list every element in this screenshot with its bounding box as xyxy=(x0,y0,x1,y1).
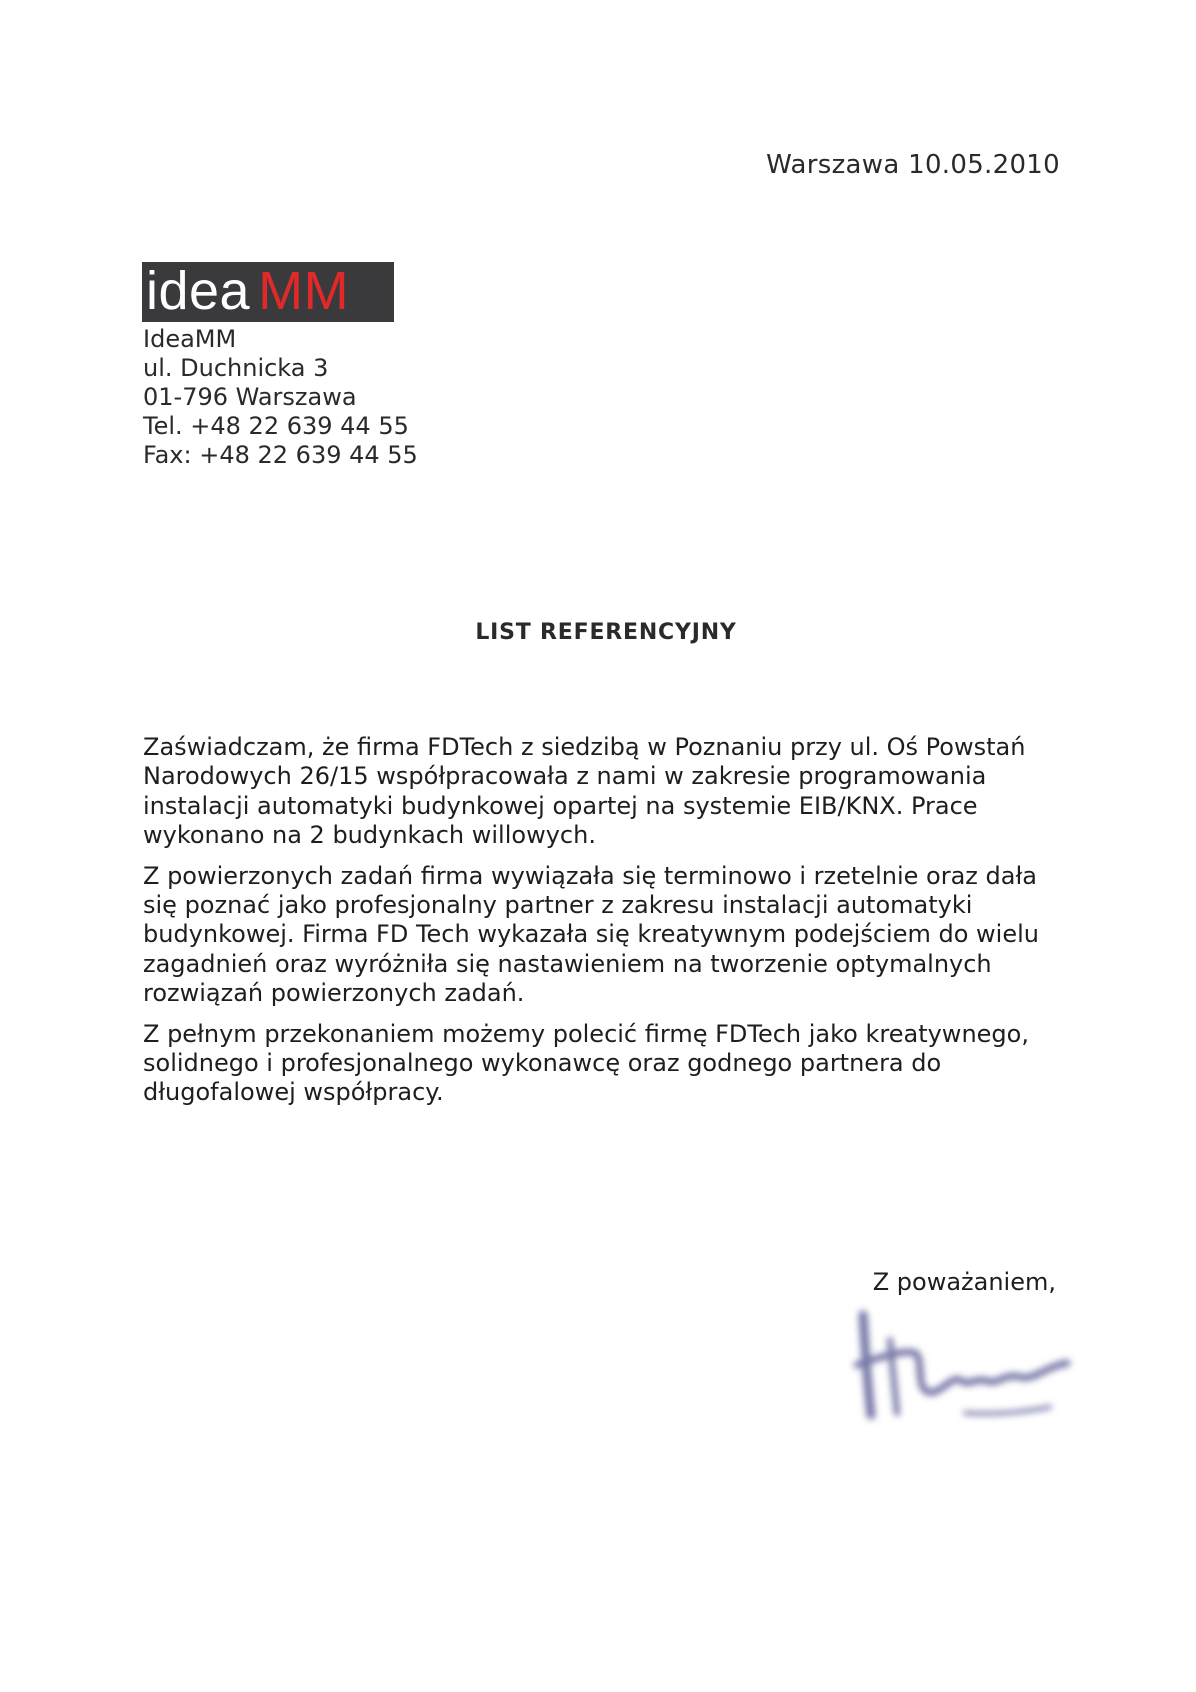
postal-city: 01-796 Warszawa xyxy=(143,383,357,411)
fax-number: Fax: +48 22 639 44 55 xyxy=(143,441,418,469)
letter-body xyxy=(143,733,1073,1119)
sender-address xyxy=(143,325,418,470)
letter-title: LIST REFERENCYJNY xyxy=(475,620,737,645)
street-address: ul. Duchnicka 3 xyxy=(143,354,329,382)
closing-salutation: Z poważaniem, xyxy=(872,1268,1056,1296)
letter-date: Warszawa 10.05.2010 xyxy=(766,150,1060,180)
body-paragraph: Z pełnym przekonaniem możemy polecić firmę FDTech jako kreatywnego, solidnego i profesjonalnego wykonawcę oraz godnego partnera do długofalowej współpracy. xyxy=(143,1019,1029,1107)
logo-text-idea: idea xyxy=(146,261,251,321)
logo-text-mm: MM xyxy=(258,261,350,321)
handwritten-signature xyxy=(845,1295,1095,1445)
body-paragraph: Zaświadczam, że firma FDTech z siedzibą w Poznaniu przy ul. Oś Powstań Narodowych 26/15 współpracowała z nami w zakresie programowania instalacji automatyki budynkowej opartej na systemie EIB/KNX. Prace wykonano na 2 budynkach willowych. xyxy=(143,733,1026,850)
company-name: IdeaMM xyxy=(143,325,237,353)
company-logo xyxy=(142,262,394,322)
phone-number: Tel. +48 22 639 44 55 xyxy=(143,412,409,440)
body-paragraph: Z powierzonych zadań firma wywiązała się terminowo i rzetelnie oraz dała się poznać jako profesjonalny partner z zakresu instalacji automatyki budynkowej. Firma FD Tech wykazała się kreatywnym podejściem do wielu zagadnień oraz wyróżniła się nastawieniem na tworzenie optymalnych rozwiązań powierzonych zadań. xyxy=(143,861,1039,1008)
